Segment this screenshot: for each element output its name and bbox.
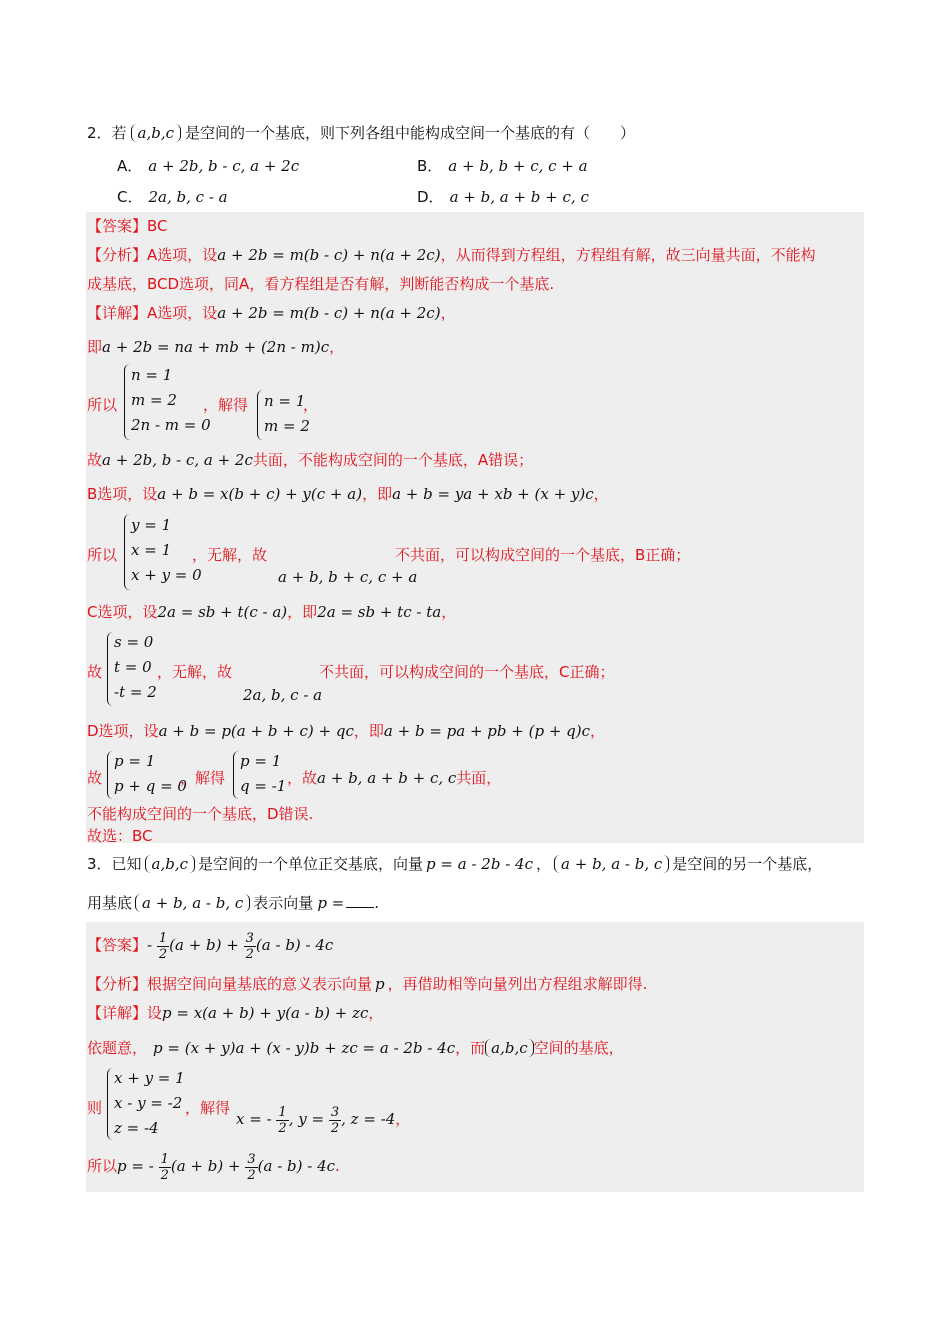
q2-answer: 【答案】BC xyxy=(87,217,168,235)
q2-c-conc-math: 2a, b, c - a xyxy=(243,686,323,704)
q2-analysis-line2: 成基底，BCD选项，同A，看方程组是否有解，判断能否构成一个基底. xyxy=(87,275,555,293)
q2-final: 故选：BC xyxy=(87,827,153,845)
q2-d-solve: ，解得 xyxy=(180,769,226,787)
q3-final: 所以p = - $\frac{1}{2}$ (a + b) + $\frac{3}{2}$ (a - b) - 4c. xyxy=(87,1151,340,1183)
q2-d-conc: ，故a + b, a + b + c, c共面， xyxy=(287,769,502,787)
q2-option-a: A． a + 2b, b - c, a + 2c xyxy=(117,157,300,175)
system-3: s = 0 t = 0 -t = 2 xyxy=(114,633,157,701)
q2-b-line: B选项，设a + b = x(b + c) + y(c + a)，即a + b = ya + xb + (x + y)c， xyxy=(87,485,609,503)
q2-option-c: C． 2a, b, c - a xyxy=(117,188,228,206)
q2-so2: 所以 xyxy=(87,546,118,564)
fraction: $\frac{3}{2}$ xyxy=(330,1104,340,1136)
q3-yiti: 依题意， p = (x + y)a + (x - y)b + zc = a - 2b - 4c，而 a,b,c 空间的基底， xyxy=(87,1039,624,1057)
q2-d-conc-2: 不能构成空间的一个基底，D错误. xyxy=(87,805,314,823)
answer-blank[interactable] xyxy=(346,893,374,908)
q2-stem-set: a,b,c xyxy=(131,124,181,142)
q2-option-d: D． a + b, a + b + c, c xyxy=(417,188,589,206)
fraction: $\frac{1}{2}$ xyxy=(278,1104,287,1136)
q2-detail-line1: 【详解】A选项，设a + 2b = m(b - c) + n(a + 2c)， xyxy=(87,304,456,322)
brace xyxy=(107,751,114,799)
brace xyxy=(233,751,240,799)
system-4-solution: p = 1 q = -1 xyxy=(240,752,287,795)
q3-ze: 则 xyxy=(87,1099,103,1117)
fraction: $\frac{1}{2}$ xyxy=(158,930,168,962)
system-5: x + y = 1 x - y = -2 z = -4 xyxy=(114,1069,185,1137)
system-1-solution: n = 1 m = 2 xyxy=(264,392,310,435)
q2-option-b: B． a + b, b + c, c + a xyxy=(417,157,588,175)
q3-solution-values: x = - $\frac{1}{2}$ , y = $\frac{3}{2}$ , z = -4， xyxy=(236,1104,411,1136)
brace xyxy=(107,632,114,706)
q2-a-conclusion: 故a + 2b, b - c, a + 2c共面，不能构成空间的一个基底，A错误； xyxy=(87,451,534,469)
brace xyxy=(257,390,264,440)
q3-detail: 【详解】设p = x(a + b) + y(a - b) + zc， xyxy=(87,1004,384,1022)
q3-stem-line1: 3．已知 a,b,c 是空间的一个单位正交基底，向量 p = a - 2b - 4c ， a + b, a - b, c 是空间的另一个基底， xyxy=(87,855,823,873)
q3-stem-line2: 用基底 a + b, a - b, c 表示向量 p = . xyxy=(87,894,380,912)
q2-analysis-line1: 【分析】A选项，设a + 2b = m(b - c) + n(a + 2c)，从而得到方程组，方程组有解，故三向量共面，不能构 xyxy=(87,246,816,264)
fraction: $\frac{3}{2}$ xyxy=(245,930,254,962)
q2-stem-post: 是空间的一个基底，则下列各组中能构成空间一个基底的有（ ） xyxy=(185,124,636,142)
brace xyxy=(124,514,131,590)
brace xyxy=(107,1068,114,1140)
q2-b-conc-pre: ，无解，故 xyxy=(192,546,268,564)
q2-so1: 所以 xyxy=(87,396,118,414)
system-1: n = 1 m = 2 2n - m = 0 xyxy=(131,366,211,434)
q2-b-conc-post: 不共面，可以构成空间的一个基底，B正确； xyxy=(395,546,691,564)
q2-c-conc-post: 不共面，可以构成空间的一个基底，C正确； xyxy=(319,663,615,681)
brace xyxy=(124,364,131,440)
fraction: $\frac{3}{2}$ xyxy=(247,1151,256,1183)
q2-b-conc-math: a + b, b + c, c + a xyxy=(278,568,418,586)
q2-gu3: 故 xyxy=(87,663,103,681)
q2-detail-line2: 即a + 2b = na + mb + (2n - m)c， xyxy=(87,338,345,356)
q3-solve: ，解得 xyxy=(185,1099,231,1117)
system-4: p = 1 p + q = 0 xyxy=(114,752,187,795)
q2-solve1: ，解得 xyxy=(203,396,249,414)
q2-c-conc-pre: ，无解，故 xyxy=(157,663,233,681)
fraction: $\frac{1}{2}$ xyxy=(160,1151,169,1183)
q3-analysis: 【分析】根据空间向量基底的意义表示向量 p ，再借助相等向量列出方程组求解即得. xyxy=(87,975,648,993)
comma: ， xyxy=(303,396,319,414)
q2-d-line: D选项，设a + b = p(a + b + c) + qc，即a + b = pa + pb + (p + q)c， xyxy=(87,722,606,740)
q3-answer: 【答案】- $\frac{1}{2}$ (a + b) + $\frac{3}{2}$ (a - b) - 4c xyxy=(87,930,334,962)
q2-stem xyxy=(87,122,635,144)
q2-gu4: 故 xyxy=(87,769,103,787)
q2-stem-pre: 2．若 xyxy=(87,124,127,142)
q2-c-line: C选项，设2a = sb + t(c - a)，即2a = sb + tc - ta， xyxy=(87,603,457,621)
system-2: y = 1 x = 1 x + y = 0 xyxy=(131,516,202,584)
